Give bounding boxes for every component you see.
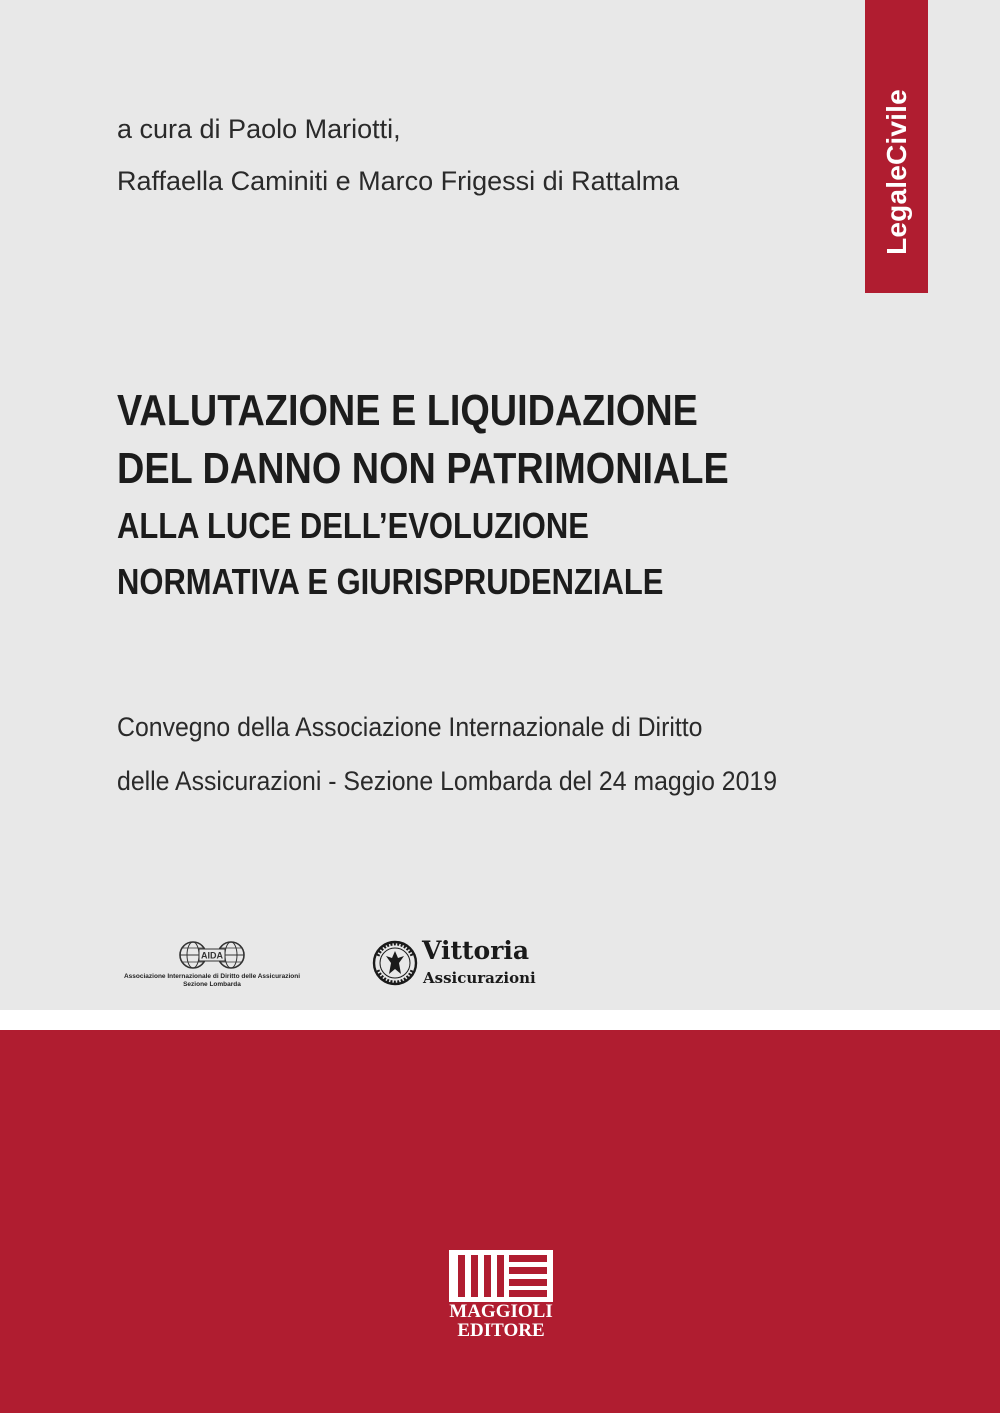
divider-stripe	[0, 1010, 1000, 1030]
cover-bottom-panel	[0, 1030, 1000, 1413]
subtitle-line: NORMATIVA E GIURISPRUDENZIALE	[117, 561, 664, 602]
vittoria-subtitle: Assicurazioni	[423, 969, 536, 987]
vittoria-name: Vittoria	[422, 936, 530, 965]
aida-caption: Associazione Internazionale di Diritto delle Assicurazioni	[123, 973, 301, 980]
title-line: DEL DANNO NON PATRIMONIALE	[117, 444, 729, 493]
publisher-editore: EDITORE	[457, 1320, 545, 1341]
maggioli-bars-icon	[449, 1250, 553, 1302]
aida-logo	[112, 940, 312, 990]
subtitle-line: ALLA LUCE DELL’EVOLUZIONE	[117, 505, 589, 546]
maggioli-logo	[449, 1250, 553, 1342]
editors-block	[117, 103, 679, 207]
editors-line: Raffaella Caminiti e Marco Frigessi di Rattalma	[117, 166, 680, 196]
aida-caption-section: Sezione Lombarda	[183, 981, 241, 988]
convegno-description	[117, 700, 834, 808]
editors-line: a cura di Paolo Mariotti,	[117, 114, 401, 144]
book-title	[117, 382, 828, 610]
vittoria-seal-icon	[372, 936, 418, 990]
convegno-line: delle Assicurazioni - Sezione Lombarda del 24 maggio 2019	[117, 766, 778, 796]
series-tab	[865, 0, 928, 293]
convegno-line: Convegno della Associazione Internazionale di Diritto	[117, 712, 703, 742]
aida-mark-text: AIDA	[201, 950, 223, 961]
series-label: LegaleCivile	[880, 89, 912, 255]
vittoria-logo	[372, 936, 562, 992]
publisher-name: MAGGIOLI	[449, 1301, 553, 1322]
title-line: VALUTAZIONE E LIQUIDAZIONE	[117, 386, 698, 435]
aida-globe-icon	[178, 940, 246, 970]
